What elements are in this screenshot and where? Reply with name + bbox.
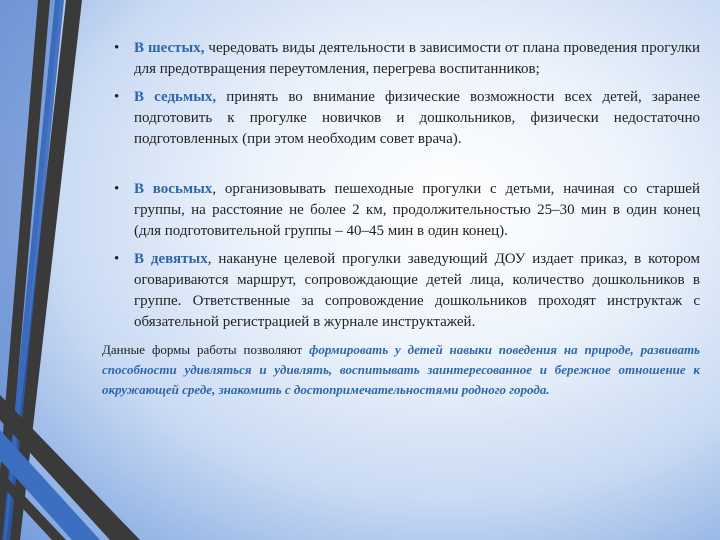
bullet-text: чередовать виды деятельности в зависимости от плана проведения прогулки для предотвращения переутомления, перегрева воспитанников;: [134, 40, 701, 77]
bullet-text: , накануне целевой прогулки заведующий ДОУ издает приказ, в котором оговариваются маршрут, сопровождающие детей лица, количество дошкольников в группе. Ответственные за сопровождение дошкольников проходят инструктаж с обязательной регистрацией в журнале инструктажей.: [134, 251, 700, 330]
bullet-text: принять во внимание физические возможности всех детей, заранее подготовить к прогулке новичков и дошкольников, физически недостаточно подготовленных (при этом необходим совет врача).: [134, 89, 700, 147]
bullet-dot: •: [114, 181, 120, 197]
bullet-dot: •: [114, 40, 120, 56]
bullet-dot: •: [114, 251, 120, 267]
bullet-item-ninth: [112, 249, 700, 333]
bullet-lead: В восьмых: [134, 181, 213, 197]
slide-content: [102, 38, 701, 400]
bullet-lead: В шестых,: [134, 40, 205, 56]
bullet-text: , организовывать пешеходные прогулки с детьми, начиная со старшей группы, на расстояние не более 2 км, продолжительностью 25–30 мин в один конец (для подготовительной группы – 40–45 мин в один конец).: [134, 181, 700, 239]
summary-paragraph: [102, 340, 700, 400]
bullet-lead: В седьмых,: [134, 89, 217, 105]
bullet-item-eighth: [112, 179, 700, 242]
summary-prefix: Данные формы работы позволяют: [102, 342, 310, 357]
bullet-dot: •: [114, 89, 120, 105]
bullet-item-sixth: [112, 38, 700, 80]
bullet-lead: В девятых: [134, 251, 208, 267]
spacer: [112, 157, 700, 179]
bullet-item-seventh: [112, 87, 700, 150]
summary-emphasis: формировать у детей навыки поведения на природе, развивать способности удивляться и удивлять, воспитывать заинтересованное и бережное отношение к окружающей среде, знакомить с достопримечательностями родного города.: [102, 342, 700, 397]
